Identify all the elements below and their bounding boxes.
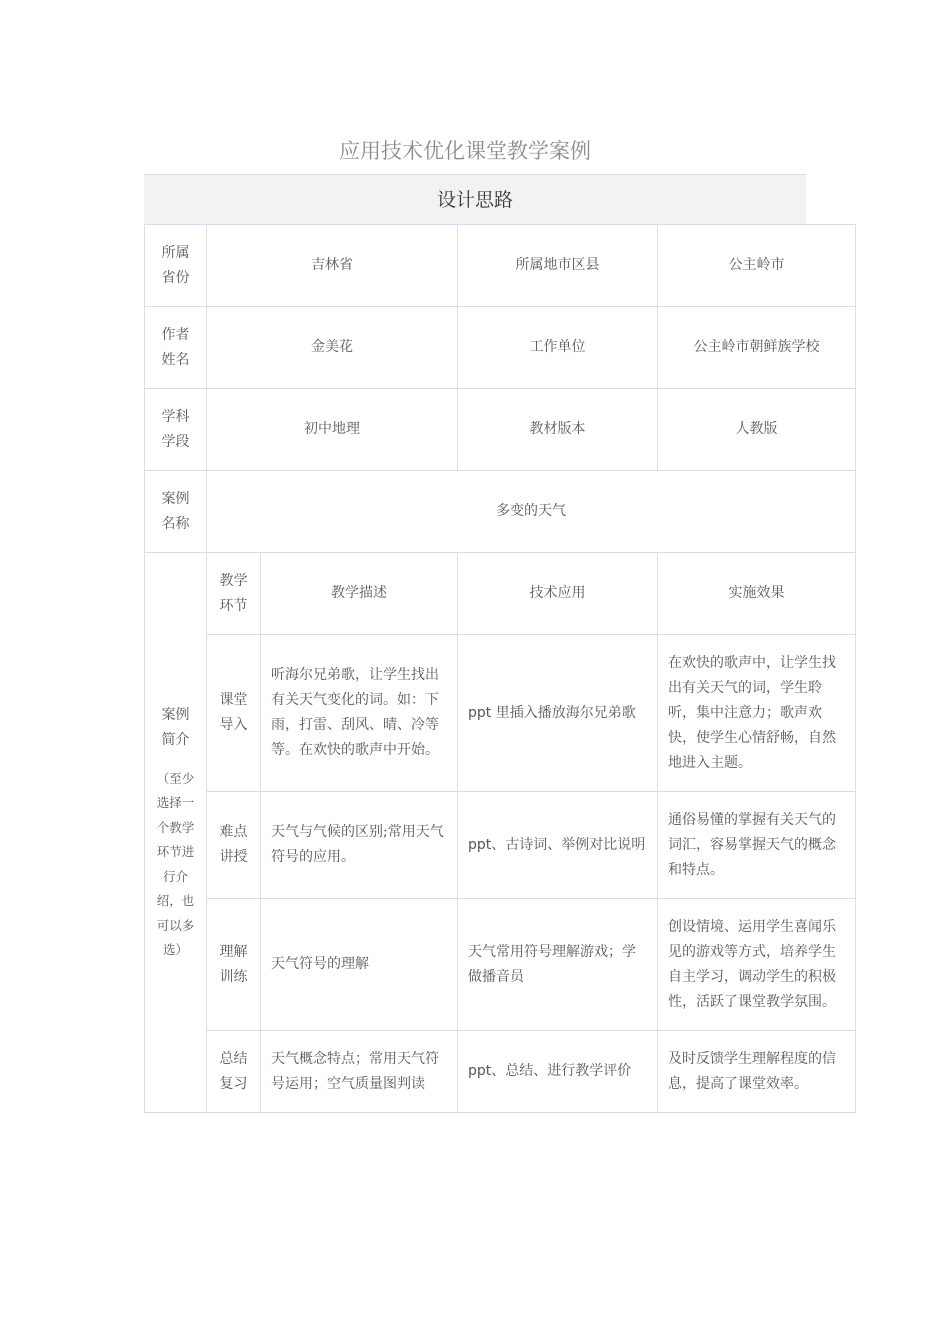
technology-cell xyxy=(458,635,658,792)
document-title: 应用技术优化课堂教学案例 xyxy=(339,139,591,163)
unit-value: 公主岭市朝鲜族学校 xyxy=(658,307,856,389)
case-name-value: 多变的天气 xyxy=(207,471,856,553)
edition-label: 教材版本 xyxy=(458,389,658,471)
header-stage: 教学 环节 xyxy=(207,553,261,635)
section-heading: 设计思路 xyxy=(144,174,806,224)
table-row xyxy=(145,307,856,389)
subject-label: 学科 学段 xyxy=(145,389,207,471)
table-row xyxy=(145,899,856,1031)
description-cell: 听海尔兄弟歌，让学生找出有关天气变化的词。如：下雨，打雷、刮风、晴、冷等等。在欢快的歌声中开始。 xyxy=(261,635,458,792)
technology-text: 天气常用符号理解游戏；学做播音员 xyxy=(468,943,636,985)
subject-value: 初中地理 xyxy=(207,389,458,471)
case-intro-label: 案例 简介 xyxy=(161,706,190,748)
header-effect: 实施效果 xyxy=(658,553,856,635)
technology-text: 、古诗词、举例对比说明 xyxy=(491,836,646,853)
table-row xyxy=(145,471,856,553)
effect-cell: 创设情境、运用学生喜闻乐见的游戏等方式，培养学生自主学习，调动学生的积极性，活跃了课堂教学氛围。 xyxy=(658,899,856,1031)
table-row xyxy=(145,792,856,899)
district-label: 所属地市区县 xyxy=(458,225,658,307)
province-label: 所属 省份 xyxy=(145,225,207,307)
technology-cell xyxy=(458,899,658,1031)
ppt-text: ppt xyxy=(468,1063,492,1079)
technology-text: 、总结、进行教学评价 xyxy=(491,1063,632,1079)
table-row xyxy=(145,389,856,471)
district-value: 公主岭市 xyxy=(658,225,856,307)
technology-cell xyxy=(458,1031,658,1113)
description-cell: 天气与气候的区别;常用天气符号的应用。 xyxy=(261,792,458,899)
description-cell: 天气符号的理解 xyxy=(261,899,458,1031)
province-value: 吉林省 xyxy=(207,225,458,307)
case-intro-note: （至少 选择一 个教学 环节进 行介 绍，也 可以多 选） xyxy=(156,770,195,957)
table-row xyxy=(145,225,856,307)
author-label: 作者 姓名 xyxy=(145,307,207,389)
effect-cell: 在欢快的歌声中，让学生找出有关天气的词，学生聆听，集中注意力；歌声欢快，使学生心情舒畅，自然地进入主题。 xyxy=(658,635,856,792)
edition-value: 人教版 xyxy=(658,389,856,471)
table-row xyxy=(145,553,856,635)
ppt-text: ppt xyxy=(468,704,492,721)
stage-cell: 总结 复习 xyxy=(207,1031,261,1113)
stage-cell: 理解 训练 xyxy=(207,899,261,1031)
header-description: 教学描述 xyxy=(261,553,458,635)
description-cell: 天气概念特点；常用天气符号运用；空气质量图判读 xyxy=(261,1031,458,1113)
author-value: 金美花 xyxy=(207,307,458,389)
effect-cell: 及时反馈学生理解程度的信息，提高了课堂效率。 xyxy=(658,1031,856,1113)
ppt-text: ppt xyxy=(468,836,492,853)
table-row xyxy=(145,1031,856,1113)
effect-cell: 通俗易懂的掌握有关天气的词汇，容易掌握天气的概念和特点。 xyxy=(658,792,856,899)
case-table xyxy=(144,224,856,1113)
stage-cell: 难点 讲授 xyxy=(207,792,261,899)
case-name-label: 案例 名称 xyxy=(145,471,207,553)
unit-label: 工作单位 xyxy=(458,307,658,389)
case-intro-cell xyxy=(145,553,207,1113)
technology-cell xyxy=(458,792,658,899)
table-row xyxy=(145,635,856,792)
stage-cell: 课堂 导入 xyxy=(207,635,261,792)
technology-text: 里插入播放海尔兄弟歌 xyxy=(491,704,636,721)
header-technology: 技术应用 xyxy=(458,553,658,635)
